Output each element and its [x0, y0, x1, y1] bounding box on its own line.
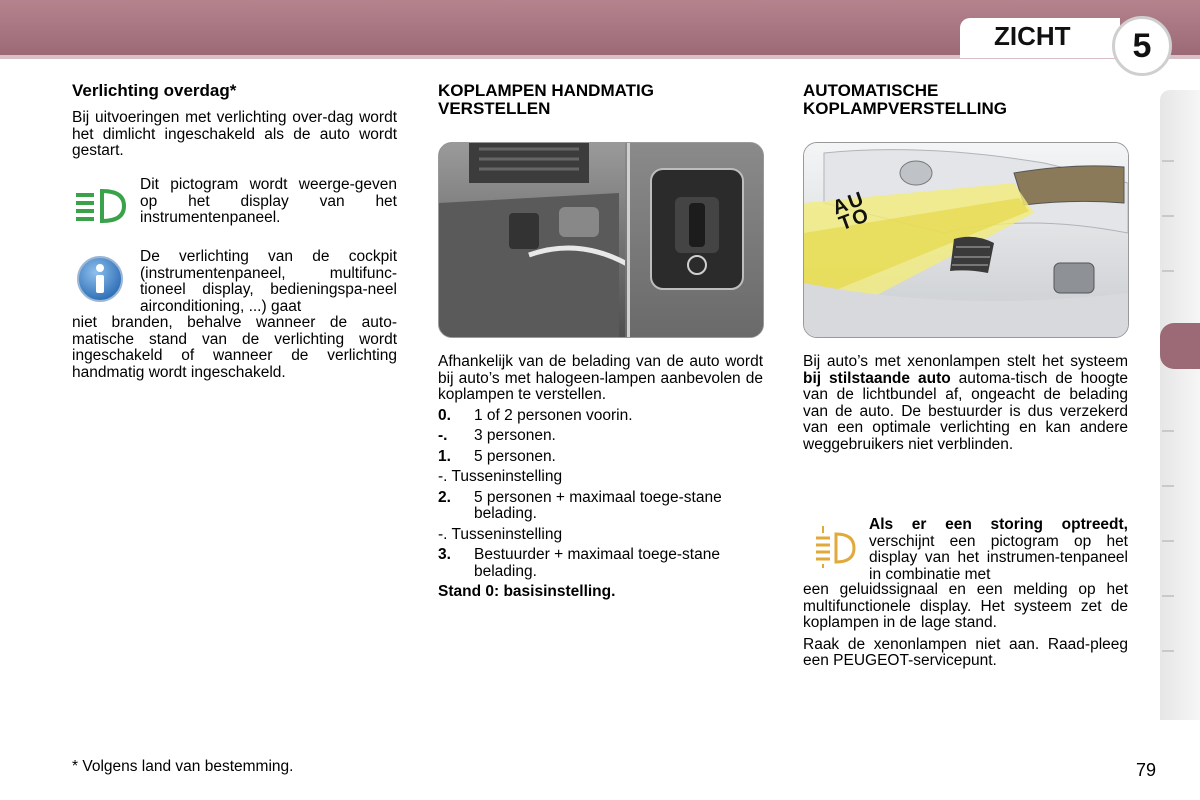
list-item — [438, 469, 763, 486]
intro-paragraph: Afhankelijk van de belading van de auto wordt bij auto’s met halogeen-lampen aanbevolen de koplampen te verstellen. — [438, 353, 763, 403]
tab-divider — [1162, 595, 1174, 597]
auto-label: AUTO — [829, 187, 874, 236]
list-text: 5 personen. — [474, 447, 556, 465]
chapter-title-box — [960, 18, 1120, 58]
dashboard-photo — [438, 142, 764, 338]
column-manual-headlamp-adjustment — [438, 82, 763, 118]
column-automatic-headlamp-adjustment — [803, 82, 1128, 118]
bold-run: Als er een storing optreedt, — [869, 516, 1128, 533]
car-front-photo — [803, 142, 1129, 338]
tab-divider — [1162, 650, 1174, 652]
list-text: -. Tusseninstelling — [438, 525, 563, 543]
list-number: 2. — [438, 488, 451, 506]
xenon-paragraph — [803, 354, 1128, 453]
tab-divider — [1162, 215, 1174, 217]
base-setting: Stand 0: basisinstelling. — [438, 583, 616, 600]
list-text: 5 personen + maximaal toege-stane belading. — [474, 488, 722, 522]
daytime-light-icon — [72, 183, 128, 229]
tab-divider — [1162, 430, 1174, 432]
list-item — [438, 449, 763, 466]
tab-divider — [1162, 540, 1174, 542]
list-number: 0. — [438, 406, 451, 424]
chapter-title: ZICHT — [994, 21, 1071, 51]
page-number: 79 — [1136, 760, 1157, 780]
fault-paragraph-end: een geluidssignaal en een melding op het multifunctionele display. Het systeem zet de koplampen in de lage stand. — [803, 581, 1128, 631]
list-number: -. — [438, 427, 448, 444]
info-paragraph-start: De verlichting van de cockpit (instrumentenpaneel, multifunc-tioneel display, bedieningspa-neel airconditioning, ...) gaat — [140, 248, 397, 315]
text-run: Bij auto’s met xenonlampen stelt het systeem — [803, 353, 1128, 370]
tab-divider — [1162, 160, 1174, 162]
chapter-number: 5 — [1112, 16, 1172, 76]
chapter-tabs — [1160, 90, 1200, 720]
list-number: 3. — [438, 546, 451, 563]
section-heading-line2: KOPLAMPVERSTELLING — [803, 99, 1008, 118]
list-text: Bestuurder + maximaal toege-stane belading. — [474, 546, 720, 580]
list-text: 1 of 2 personen voorin. — [474, 406, 633, 424]
pictogram-paragraph: Dit pictogram wordt weerge-geven op het display van het instrumentenpaneel. — [140, 176, 397, 226]
list-item — [438, 547, 763, 580]
fault-text — [803, 582, 1128, 670]
text-run: verschijnt een pictogram op het display van het instrumen-tenpaneel in combinatie met — [869, 532, 1128, 583]
list-item — [438, 428, 763, 445]
footnote: * Volgens land van bestemming. — [72, 758, 294, 775]
column-daytime-lights — [72, 82, 397, 160]
info-paragraph-end: niet branden, behalve wanneer de auto-matische stand van de verlichting wordt ingeschakeld of wanneer de verlichting handmatig wordt ingeschakeld. — [72, 314, 397, 381]
section-heading-line2: VERSTELLEN — [438, 99, 551, 118]
text-run: automa-tisch de hoogte van de lichtbundel af, ongeacht de belading van de auto. De bestuurder is dus verzekerd van een optimale verlichting en kan andere weggebruikers niet verblinden. — [803, 369, 1128, 453]
intro-paragraph: Bij uitvoeringen met verlichting over-dag wordt het dimlicht ingeschakeld als de auto wordt gestart. — [72, 109, 397, 159]
auto-text — [803, 354, 1128, 453]
list-item — [438, 490, 763, 523]
section-heading-line1: AUTOMATISCHE — [803, 81, 939, 100]
list-text: -. Tusseninstelling — [438, 468, 563, 485]
tab-divider — [1162, 485, 1174, 487]
section-heading-line1: KOPLAMPEN HANDMATIG — [438, 81, 654, 100]
info-icon — [76, 255, 124, 303]
list-text: 3 personen. — [474, 427, 556, 444]
active-chapter-tab[interactable] — [1160, 323, 1200, 369]
bold-run: bij stilstaande auto — [803, 369, 951, 387]
list-item — [438, 527, 763, 544]
list-item — [438, 408, 763, 425]
xenon-warning: Raak de xenonlampen niet aan. Raad-pleeg een PEUGEOT-servicepunt. — [803, 635, 1128, 669]
section-heading: Verlichting overdag* — [72, 81, 237, 100]
fault-paragraph-start — [869, 517, 1128, 583]
tab-divider — [1162, 270, 1174, 272]
headlamp-fault-icon — [810, 524, 858, 568]
list-number: 1. — [438, 447, 451, 465]
adjustment-text — [438, 354, 763, 601]
